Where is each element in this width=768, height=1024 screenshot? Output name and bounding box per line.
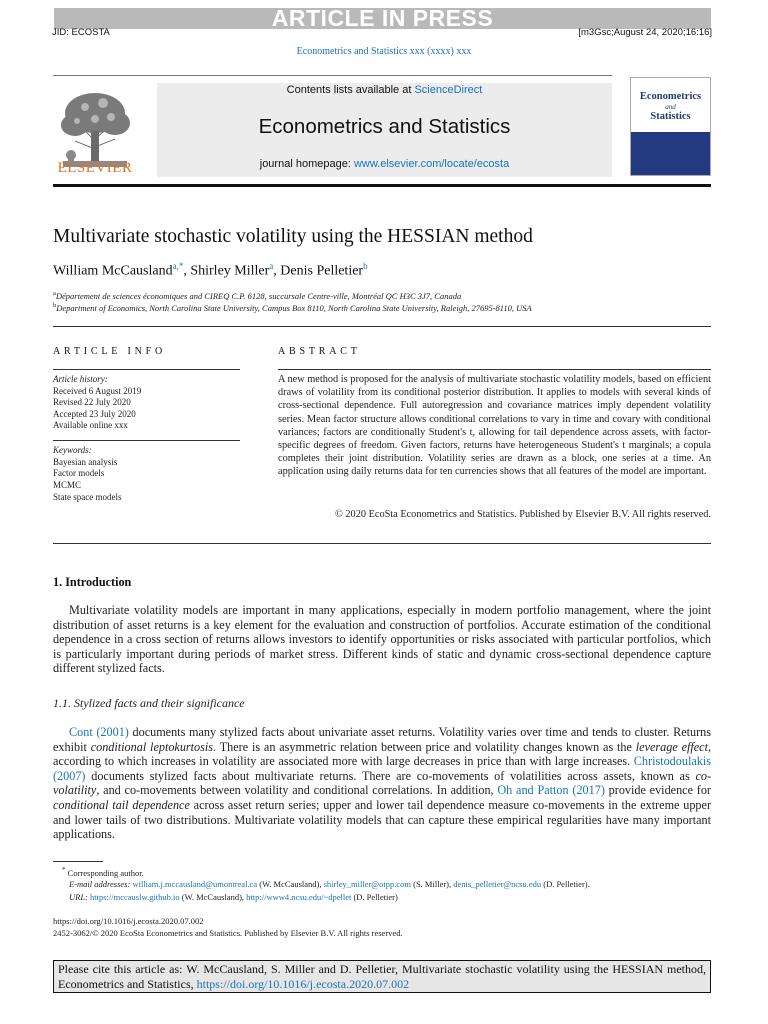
author-affil-mark[interactable]: a,* [172,261,184,271]
citation-box [53,960,711,993]
header-divider [53,326,711,327]
build-stamp: [m3Gsc;August 24, 2020;16:16] [578,27,712,38]
keywords [53,445,121,504]
abstract-bottom-divider [53,543,711,544]
keyword: Bayesian analysis [53,456,118,467]
journal-id: JID: ECOSTA [52,27,110,38]
journal-cover-image [630,77,711,176]
cover-title-line: Econometrics [639,91,702,102]
url-label: URL: [69,892,88,902]
text-run: . There is an asymmetric relation between price and volatility changes known as the [213,739,636,754]
author-name: William McCausland [53,263,173,279]
text-run: documents stylized facts about multivariate returns. There are co-movements of volatilities across assets, known as [85,768,696,783]
email-owner: (D. Pelletier). [543,879,590,889]
cover-title-line: and [665,103,676,111]
keyword: MCMC [53,480,82,491]
keyword: State space models [53,491,122,502]
history-item: Revised 22 July 2020 [53,397,131,407]
affiliation-text: Department of Economics, North Carolina State University, Campus Box 8110, North Carolina State University, Raleigh, 27695-8110, USA [56,302,532,313]
citation-doi-link[interactable]: https://doi.org/10.1016/j.ecosta.2020.07.002 [196,976,410,991]
text-run: across asset return series; upper and lower tail dependence measure co-movements in the extreme upper and lower tails of two distributions. Multivariate volatility models that can capture these empirical regularities have many important applications. [53,797,711,842]
footnote-urls [69,892,398,902]
journal-reference-link[interactable]: Econometrics and Statistics xxx (xxxx) xxx [296,46,472,57]
doi-link[interactable]: https://doi.org/10.1016/j.ecosta.2020.07.002 [53,916,204,926]
email-owner: (W. McCausland), [259,879,322,889]
publisher-name: ELSEVIER [57,160,133,176]
email-link[interactable]: william.j.mccausland@umontreal.ca [132,879,258,889]
text-run: , according to which increases in volatility are associated more with large decreases in price than with large increases. [53,739,712,769]
text-run: documents many stylized facts about univariate asset returns. Volatility varies over time and tends to cluster. Returns exhibit [53,725,712,754]
contents-prefix: Contents lists available at [286,84,415,96]
abstract-copyright: © 2020 EcoSta Econometrics and Statistics. Published by Elsevier B.V. All rights reserved. [335,509,711,520]
affiliation [53,290,461,301]
text-run: , and co-movements between volatility and conditional correlations. In addition, [96,783,498,798]
body-paragraph [53,725,711,842]
cover-title-line: Statistics [650,111,691,122]
url-link[interactable]: https://mccauslw.github.io [90,892,180,902]
cover-title [631,92,710,122]
masthead-bottom-rule [53,184,711,187]
citation-link[interactable]: Oh and Patton (2017) [497,783,605,798]
email-label: E-mail addresses: [69,879,131,889]
article-history [53,374,141,432]
emphasis: co-volatility [53,768,711,798]
text-run: provide evidence for [604,783,711,798]
emphasis: conditional leptokurtosis [90,739,214,754]
footnote-mark: * [62,866,66,874]
cover-band [631,132,710,175]
emphasis: conditional tail dependence [53,797,190,812]
history-item: Accepted 23 July 2020 [53,408,136,419]
author-name: Denis Pelletier [280,263,364,279]
footnote-text: Corresponding author. [67,867,144,878]
abstract-heading: ABSTRACT [278,346,361,357]
footnote-rule [53,861,103,862]
issn-copyright: 2452-3062/© 2020 EcoSta Econometrics and Statistics. Published by Elsevier B.V. All rights reserved. [53,928,403,938]
article-title: Multivariate stochastic volatility using the HESSIAN method [53,226,533,247]
history-item: Available online xxx [53,420,128,430]
abstract-text: A new method is proposed for the analysis of multivariate stochastic volatility models, based on efficient draws of volatility from its conditional posterior distribution. It applies to models with several kinds of cross-sectional dependence. Full autoregression and covariance matrices imply dependent volatility series. Mean factor structure allows conditional correlations to vary in time and covary with conditional variances; factors are conditionally Student's t, allowing for tail dependence across assets, with factor-specific degrees of freedom. Given factors, returns have heterogeneous Student's t marginals; a copula completes their joint distribution. Volatility series are drawn as a block, one series at a time. An application using daily returns data for ten currencies shows that all features of the model are important. [278,374,711,478]
info-divider [53,440,240,441]
section-heading: 1. Introduction [53,575,132,589]
email-owner: (S. Miller), [413,879,452,889]
footnote-emails [69,879,590,889]
homepage-link[interactable]: www.elsevier.com/locate/ecosta [353,158,510,170]
sciencedirect-link[interactable]: ScienceDirect [414,84,483,96]
subsection-heading: 1.1. Stylized facts and their significance [53,696,245,710]
homepage-prefix: journal homepage: [259,158,354,170]
article-info-heading: ARTICLE INFO [53,346,167,357]
abstract-divider [278,369,711,370]
affiliation-mark: a [53,290,56,297]
email-link[interactable]: denis_pelletier@ncsu.edu [453,879,542,889]
url-owner: (D. Pelletier) [353,892,398,902]
affiliation-mark: b [53,302,57,309]
author-affil-mark[interactable]: b [363,261,368,271]
citation-link[interactable]: Cont (2001) [69,725,129,739]
info-divider [53,369,240,370]
affiliation-text: Département de sciences économiques and CIREQ C.P. 6128, succursale Centre-ville, Montréal QC H3C 3J7, Canada [55,290,462,301]
citation-text: Please cite this article as: W. McCausland, S. Miller and D. Pelletier, Multivariate stochastic volatility using the HESSIAN method, Econometrics and Statistics, [58,962,706,991]
contents-availability [157,84,612,96]
email-link[interactable]: shirley_miller@otpp.com [323,879,411,889]
body-paragraph: Multivariate volatility models are important in many applications, especially in modern portfolio management, where the joint distribution of asset returns is a key element for the evaluation and construction of portfolios. Accurate estimation of the conditional dependence in a cross section of returns allows investors to identify opportunities or risks associated with particular portfolios, which is particularly important during periods of market stress. Different kinds of static and dynamic cross-sectional dependence capture different stylized facts. [53,603,711,676]
author-list: William McCausland$^{a,*}$, Shirley Miller$^a$, Denis Pelletier$^b$ [53,261,368,279]
author-name: Shirley Miller [190,263,270,279]
url-link[interactable]: http://www4.ncsu.edu/~dpellet [246,892,352,902]
author-affil-mark[interactable]: a [269,261,274,271]
journal-homepage [157,158,612,170]
affiliation [53,302,532,313]
history-item: Received 6 August 2019 [53,385,142,396]
keywords-label: Keywords: [53,445,92,455]
article-in-press-banner: ARTICLE IN PRESS [54,8,711,29]
history-label: Article history: [53,374,108,384]
url-owner: (W. McCausland), [181,892,245,902]
citation-link[interactable]: Christodoulakis (2007) [53,754,711,783]
emphasis: leverage effect [635,739,708,754]
footnote-corresponding [62,866,144,878]
journal-title: Econometrics and Statistics [258,115,511,138]
masthead-top-rule [53,75,612,76]
keyword: Factor models [53,468,105,479]
